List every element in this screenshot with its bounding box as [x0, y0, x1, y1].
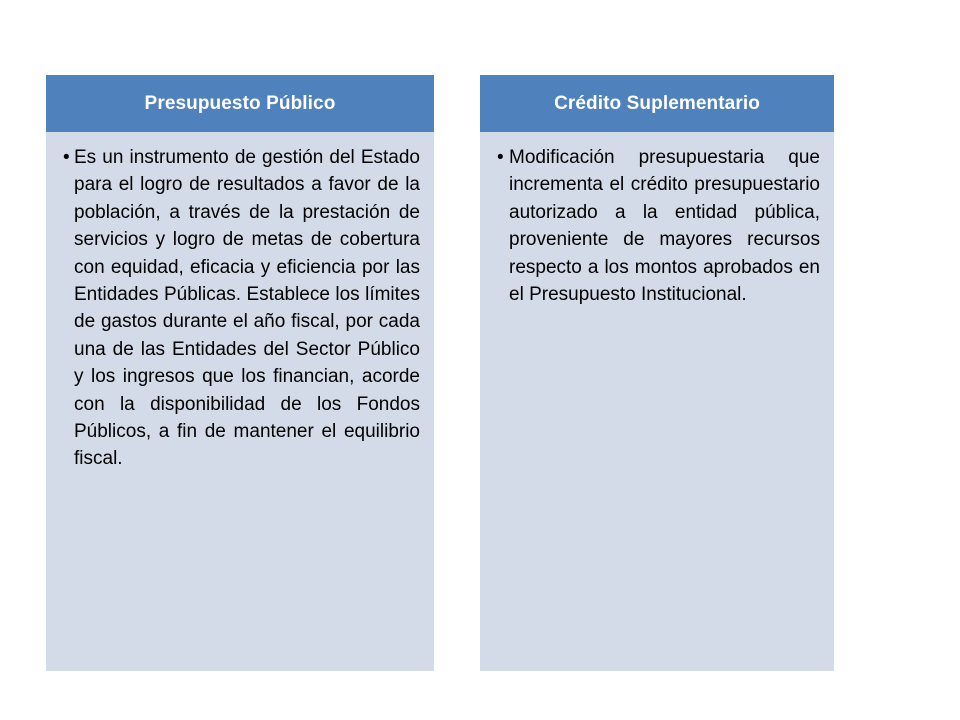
card-credito-suplementario — [480, 75, 834, 671]
card-body — [46, 144, 434, 473]
card-title: Crédito Suplementario — [554, 92, 760, 114]
bullet-icon: • — [63, 147, 70, 168]
card-header — [46, 75, 434, 132]
bullet-icon: • — [497, 147, 504, 168]
card-title: Presupuesto Público — [144, 92, 336, 114]
definition-text: Modificación presupuestaria que incrementa el crédito presupuestario autorizado a la entidad pública, proveniente de mayores recursos respecto a los montos aprobados en el Presupuesto Institucional. — [509, 147, 820, 306]
card-presupuesto-publico — [46, 75, 434, 671]
list-item — [480, 144, 834, 308]
card-body — [480, 144, 834, 308]
definition-text: Es un instrumento de gestión del Estado para el logro de resultados a favor de la población, a través de la prestación de servicios y logro de metas de cobertura con equidad, eficacia y eficiencia por las Entidades Públicas. Establece los límites de gastos durante el año fiscal, por cada una de las Entidades del Sector Público y los ingresos que los financian, acorde con la disponibilidad de los Fondos Públicos, a fin de mantener el equilibrio fiscal. — [74, 147, 420, 470]
list-item — [46, 144, 434, 473]
card-header — [480, 75, 834, 132]
